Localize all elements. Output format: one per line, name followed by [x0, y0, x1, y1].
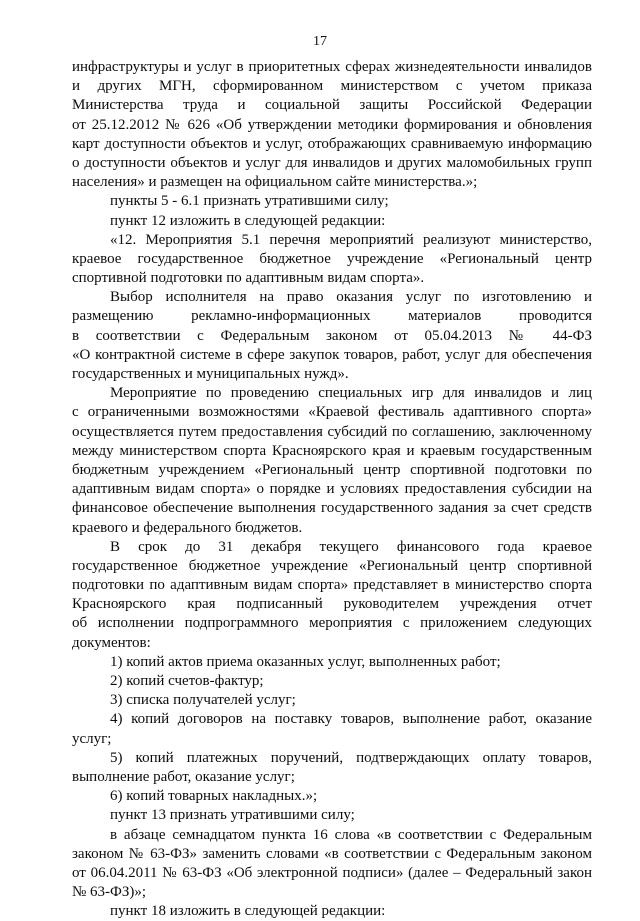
text-line: 2) копий счетов-фактур; [110, 673, 264, 689]
text-line: Красноярского края подписанный руководителем учреждения отчет [72, 596, 592, 613]
text-line: В срок до 31 декабря текущего финансового года краевое [110, 538, 592, 555]
text-line: в абзаце семнадцатом пункта 16 слова «в соответствии с Федеральным [110, 826, 592, 843]
text-line: финансовое обеспечение выполнения государственного задания за счет средств [72, 500, 592, 517]
text-line: бюджетным учреждением «Региональный центр спортивной подготовки по [72, 461, 592, 478]
text-line: услуг; [72, 730, 112, 747]
text-line: подготовки по адаптивным видам спорта» представляет в министерство спорта [72, 577, 592, 594]
text-line: спортивной подготовки по адаптивным видам спорта». [72, 270, 425, 287]
text-line: осуществляется путем предоставления субсидий по соглашению, заключенному [72, 423, 592, 440]
text-line: законом № 63-ФЗ» заменить словами «в соответствии с Федеральным законом [72, 845, 592, 862]
text-line: «12. Мероприятия 5.1 перечня мероприятий реализуют министерство, [110, 231, 592, 248]
text-line: краевое государственное бюджетное учреждение «Региональный центр [72, 250, 592, 267]
text-line: между министерством спорта Красноярского края и краевым государственным [72, 442, 592, 459]
text-line: пункт 13 признать утратившими силу; [110, 807, 355, 824]
text-line: краевого и федерального бюджетов. [72, 519, 303, 536]
text-line: об исполнении подпрограммного мероприятия с приложением следующих [72, 615, 592, 632]
text-line: и других МГН, сформированном министерством с учетом приказа [72, 78, 592, 95]
text-line: Выбор исполнителя на право оказания услуг по изготовлению и [110, 289, 592, 306]
text-line: Министерства труда и социальной защиты Российской Федерации [72, 97, 592, 114]
text-line: пункты 5 - 6.1 признать утратившими силу; [110, 193, 389, 210]
document-body [72, 58, 592, 921]
text-line: от 06.04.2011 № 63-ФЗ «Об электронной подписи» (далее – Федеральный закон [72, 864, 592, 881]
text-line: карт доступности объектов и услуг, отображающих сравниваемую информацию [72, 135, 592, 152]
text-line: 3) списка получателей услуг; [110, 692, 296, 709]
text-line: пункт 18 изложить в следующей редакции: [110, 903, 386, 920]
text-line: 6) копий товарных накладных.»; [110, 788, 318, 805]
text-line: государственное бюджетное учреждение «Региональный центр спортивной [72, 557, 592, 574]
text-line: населения» и размещен на официальном сайте министерства.»; [72, 174, 478, 191]
text-line: 1) копий актов приема оказанных услуг, выполненных работ; [110, 653, 501, 670]
text-line: с ограниченными возможностями «Краевой фестиваль адаптивного спорта» [72, 404, 592, 421]
text-line: выполнение работ, оказание услуг; [72, 768, 295, 785]
text-line: о доступности объектов и услуг для инвалидов и других маломобильных групп [72, 154, 592, 171]
text-line: адаптивным видам спорта» о порядке и условиях предоставления субсидии на [72, 481, 592, 498]
text-line: пункт 12 изложить в следующей редакции: [110, 212, 386, 229]
text-line: 5) копий платежных поручений, подтверждающих оплату товаров, [110, 749, 592, 766]
text-line: Мероприятие по проведению специальных игр для инвалидов и лиц [110, 385, 592, 402]
text-line: «О контрактной системе в сфере закупок товаров, работ, услуг для обеспечения [72, 346, 592, 363]
text-line: в соответствии с Федеральным законом от 05.04.2013 № 44-ФЗ [72, 327, 592, 344]
text-line: № 63-ФЗ)»; [72, 884, 147, 901]
text-line: от 25.12.2012 № 626 «Об утверждении методики формирования и обновления [72, 116, 592, 133]
text-line: инфраструктуры и услуг в приоритетных сферах жизнедеятельности инвалидов [72, 59, 592, 75]
text-line: документов: [72, 634, 151, 651]
text-line: государственных и муниципальных нужд». [72, 366, 349, 382]
text-line: размещению рекламно-информационных материалов проводится [72, 308, 592, 325]
text-line: 4) копий договоров на поставку товаров, выполнение работ, оказание [110, 711, 592, 728]
page-number: 17 [313, 34, 327, 49]
